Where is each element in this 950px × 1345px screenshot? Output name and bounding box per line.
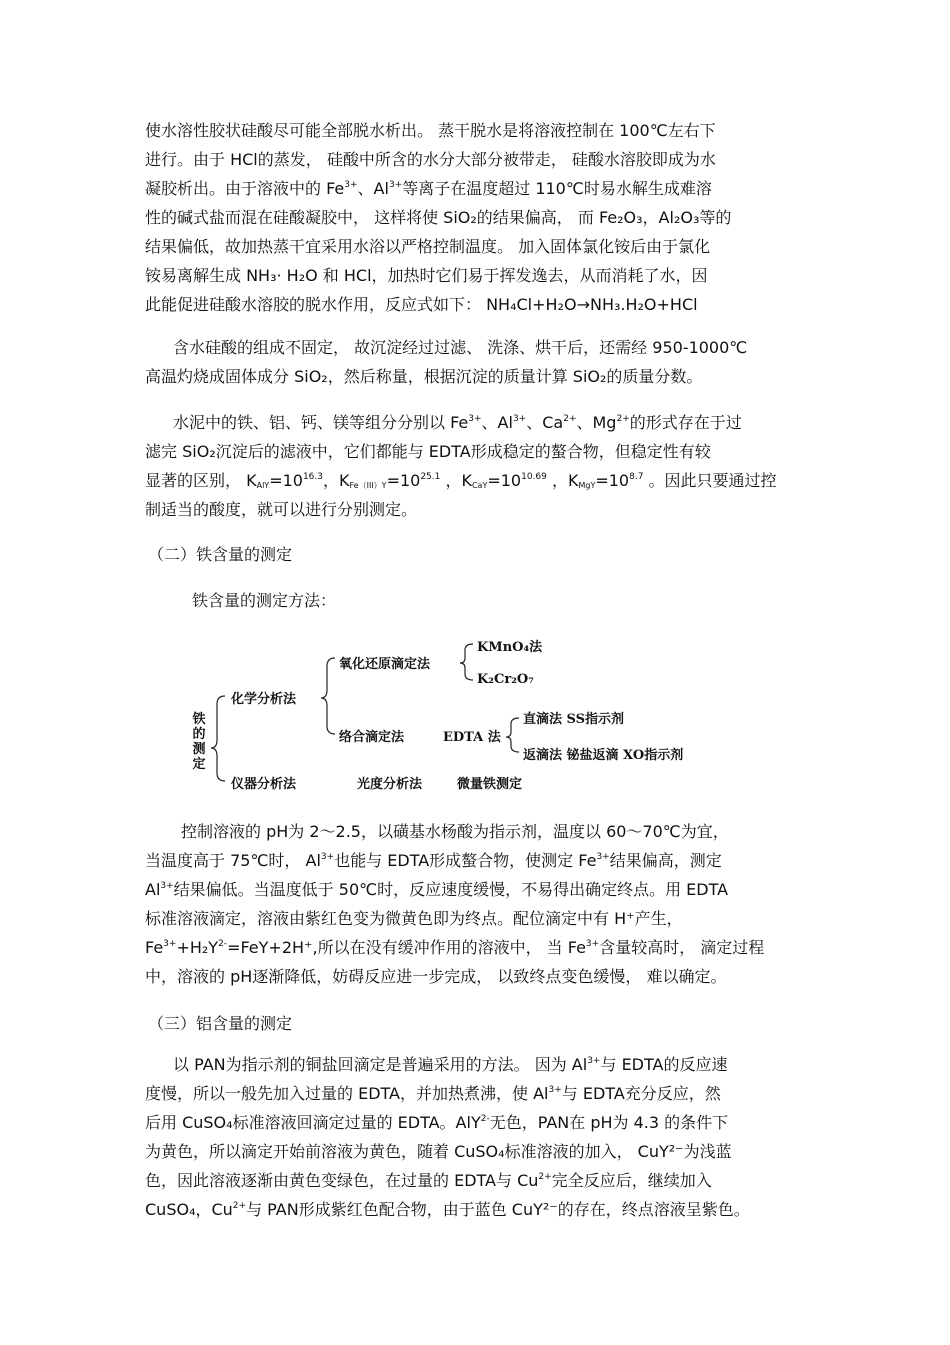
text-line: $Al^{3+}$结果偏低。当温度低于 50℃时，反应速度缓慢，不易得出确定终点。用 EDTA bbox=[145, 880, 729, 899]
text-line: 性的碱式盐而混在硅酸凝胶中， 这样将使 SiO₂的结果偏高， 而 Fe₂O₃，Al₂O₃等的 bbox=[145, 208, 732, 227]
text-line: 标准溶液滴定，溶液由紫红色变为微黄色即为终点。配位滴定中有 H⁺产生， bbox=[145, 909, 683, 928]
text-line: 滤完 SiO₂沉淀后的滤液中，它们都能与 EDTA形成稳定的螯合物，但稳定性有较 bbox=[145, 442, 711, 461]
text-line: CuSO₄，$Cu^{2+}$与 PAN形成紫红色配合物，由于蓝色 CuY²⁻的存在，终点溶液呈紫色。 bbox=[145, 1200, 750, 1219]
text-line: 铵易离解生成 NH₃· H₂O 和 HCl，加热时它们易于挥发逸去，从而消耗了水，因 bbox=[145, 266, 708, 285]
kmno4-method-label: KMnO₄法 bbox=[477, 640, 543, 655]
text-line: 色，因此溶液逐渐由黄色变绿色，在过量的 EDTA与 $Cu^{2+}$完全反应后，继续加入 bbox=[145, 1171, 712, 1190]
text-line: 后用 CuSO₄标准溶液回滴定过量的 EDTA。AlY$^{2-}$无色，PAN在 pH为 4.3 的条件下 bbox=[145, 1113, 729, 1132]
ions-paragraph bbox=[145, 408, 810, 524]
back-titration-label: 返滴法 铋盐返滴 XO指示剂 bbox=[523, 748, 684, 763]
k2cr2o7-method-label: K₂Cr₂O₇ bbox=[477, 672, 534, 687]
photometric-analysis-label: 光度分析法 bbox=[357, 777, 423, 792]
text-line: 含水硅酸的组成不固定， 故沉淀经过过滤、 洗涤、烘干后，还需经 950-1000℃ bbox=[173, 338, 748, 357]
intro-paragraph bbox=[145, 116, 810, 319]
instrumental-analysis-label: 仪器分析法 bbox=[231, 777, 297, 792]
iron-method-tree-diagram bbox=[185, 628, 745, 803]
edta-method-label: EDTA 法 bbox=[443, 730, 501, 745]
text-line: $Fe^{3+}+H_2Y^{2-}=FeY+2H^+$,所以在没有缓冲作用的溶液中， 当 $Fe^{3+}$含量较高时， 滴定过程 bbox=[145, 938, 765, 957]
text-line: 中，溶液的 pH逐渐降低，妨碍反应进一步完成， 以致终点变色缓慢， 难以确定。 bbox=[145, 967, 727, 986]
text-line: 度慢，所以一般先加入过量的 EDTA，并加热煮沸，使 $Al^{3+}$与 EDTA充分反应，然 bbox=[145, 1084, 721, 1103]
aluminum-paragraph bbox=[145, 1050, 810, 1224]
redox-titration-label: 氧化还原滴定法 bbox=[339, 657, 431, 672]
section-heading-aluminum: （三）铝含量的测定 bbox=[148, 1014, 293, 1033]
root-label: 铁 的 测 定 bbox=[192, 712, 206, 772]
text-line: 当温度高于 75℃时， $Al^{3+}$也能与 EDTA形成螯合物，使测定 $Fe^{3+}$结果偏高，测定 bbox=[145, 851, 722, 870]
section-heading-iron: （二）铁含量的测定 bbox=[148, 545, 293, 564]
text-line: 使水溶性胶状硅酸尽可能全部脱水析出。 蒸干脱水是将溶液控制在 100℃左右下 bbox=[145, 121, 716, 140]
reaction-equation-line: 此能促进硅酸水溶胶的脱水作用，反应式如下： NH₄Cl+H₂O→NH₃.H₂O+HCl bbox=[145, 295, 698, 314]
text-line: 进行。由于 HCl的蒸发， 硅酸中所含的水分大部分被带走， 硅酸水溶胶即成为水 bbox=[145, 150, 716, 169]
stability-constants-line: 显著的区别， $K_{AlY}=10^{16.3}$，$K_{Fe(III)Y}=10^{25.1}$ ，$K_{CaY}=10^{10.69}$ ，$K_{MgY}=10^{8.7}$ 。因此只要通过控 bbox=[145, 471, 777, 490]
text-line: 结果偏低，故加热蒸干宜采用水浴以严格控制温度。 加入固体氯化铵后由于氯化 bbox=[145, 237, 711, 256]
chemical-analysis-label: 化学分析法 bbox=[231, 692, 297, 707]
text-line: 为黄色，所以滴定开始前溶液为黄色，随着 CuSO₄标准溶液的加入， CuY²⁻为浅蓝 bbox=[145, 1142, 732, 1161]
text-line: 高温灼烧成固体成分 SiO₂，然后称量，根据沉淀的质量计算 SiO₂的质量分数。 bbox=[145, 367, 703, 386]
method-label: 铁含量的测定方法： bbox=[192, 591, 337, 610]
iron-conditions-paragraph bbox=[145, 817, 810, 991]
complexometric-titration-label: 络合滴定法 bbox=[339, 730, 405, 745]
text-line: 水泥中的铁、铝、钙、镁等组分分别以 $Fe^{3+}$、$Al^{3+}$、$Ca^{2+}$、$Mg^{2+}$的形式存在于过 bbox=[173, 413, 742, 432]
text-line: 控制溶液的 pH为 2～2.5，以磺基水杨酸为指示剂，温度以 60～70℃为宜， bbox=[181, 822, 729, 841]
text-line: 以 PAN为指示剂的铜盐回滴定是普遍采用的方法。 因为 $Al^{3+}$与 EDTA的反应速 bbox=[173, 1055, 728, 1074]
direct-titration-label: 直滴法 SS指示剂 bbox=[523, 712, 625, 727]
text-line: 凝胶析出。由于溶液中的 $Fe^{3+}$、$Al^{3+}$等离子在温度超过 110℃时易水解生成难溶 bbox=[145, 179, 712, 198]
text-line: 制适当的酸度，就可以进行分别测定。 bbox=[145, 500, 418, 519]
silica-paragraph bbox=[145, 333, 810, 391]
trace-iron-label: 微量铁测定 bbox=[457, 777, 523, 792]
